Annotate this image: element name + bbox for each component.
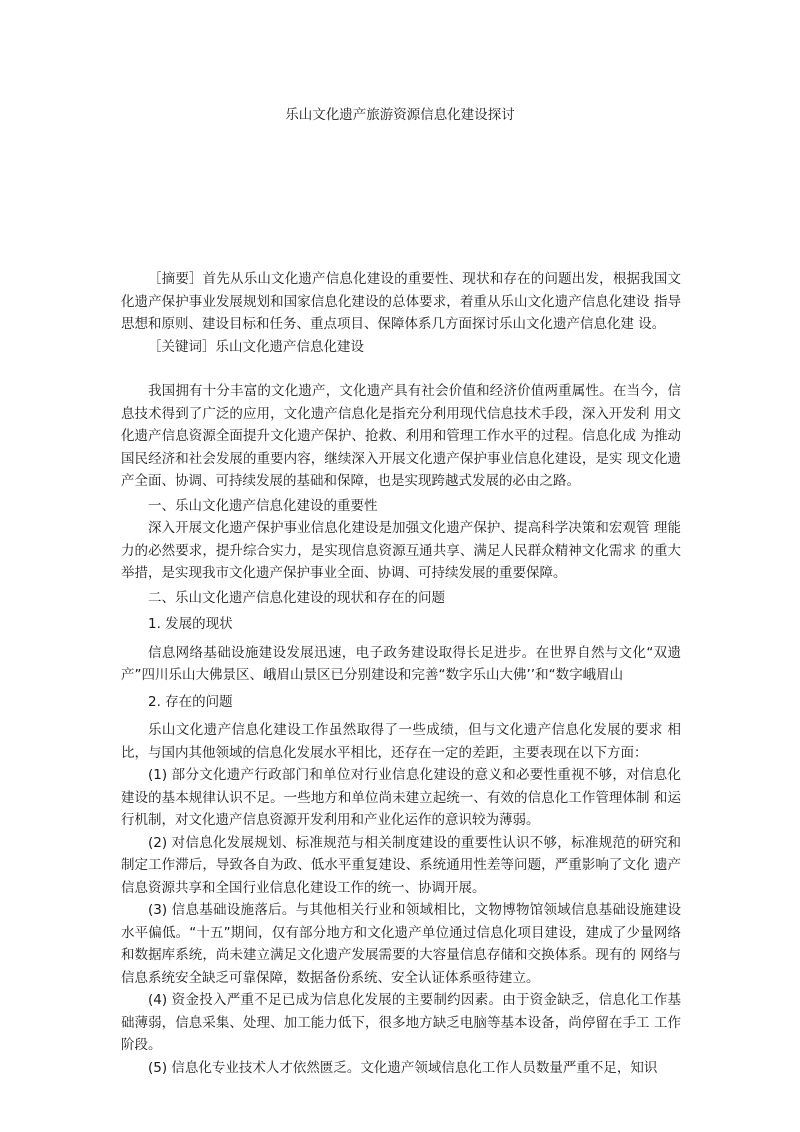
problem-5-paragraph: (5) 信息化专业技术人才依然匮乏。文化遗产领域信息化工作人员数量严重不足，知识 [148, 1059, 658, 1076]
problem-3-paragraph: (3) 信息基础设施落后。与其他相关行业和领域相比，文物博物馆领域信息基础设施建设水平偏低。“十五”期间，仅有部分地方和文化遗产单位通过信息化项目建设，建成了少量网络和数据库系统，尚未建立满足文化遗产发展需要的大容量信息存储和交换体系。现有的 网络与信息系统安全缺乏可靠保障，数据备份系统、安全认证体系亟待建立。 [121, 902, 681, 986]
section-2-heading: 二、乐山文化遗产信息化建设的现状和存在的问题 [148, 589, 445, 606]
problem-1-paragraph: (1) 部分文化遗产行政部门和单位对行业信息化建设的意义和必要性重视不够，对信息化建设的基本规律认识不足。一些地方和单位尚未建立起统一、有效的信息化工作管理体制 和运行机制，对文化遗产信息资源开发利用和产业化运作的意识较为薄弱。 [121, 767, 681, 828]
document-title: 乐山文化遗产旅游资源信息化建设探讨 [285, 107, 515, 123]
subsection-1-paragraph: 信息网络基础设施建设发展迅速，电子政务建设取得长足进步。在世界自然与文化“双遗产”四川乐山大佛景区、峨眉山景区已分别建设和完善“数字乐山大佛’’和“数字峨眉山 [121, 644, 681, 683]
subsection-1-heading: 1. 发展的现状 [148, 616, 233, 632]
document-body [121, 268, 681, 1079]
subsection-2-heading: 2. 存在的问题 [148, 693, 233, 710]
section-1-heading: 一、乐山文化遗产信息化建设的重要性 [148, 497, 378, 514]
intro-paragraph: 我国拥有十分丰富的文化遗产，文化遗产具有社会价值和经济价值两重属性。在当今，信息技术得到了广泛的应用，文化遗产信息化是指充分利用现代信息技术手段，深入开发利 用文化遗产信息资源全面提升文化遗产保护、抢救、利用和管理工作水平的过程。信息化成 为推动国民经济和社会发展的重要内容，继续深入开展文化遗产保护事业信息化建设，是实 现文化遗产全面、协调、可持续发展的基础和保障，也是实现跨越式发展的必由之路。 [121, 383, 681, 489]
problem-4-paragraph: (4) 资金投入严重不足已成为信息化发展的主要制约因素。由于资金缺乏，信息化工作基础薄弱，信息采集、处理、加工能力低下，很多地方缺乏电脑等基本设备，尚停留在手工 工作阶段。 [121, 992, 681, 1053]
subsection-2-intro: 乐山文化遗产信息化建设工作虽然取得了一些成绩，但与文化遗产信息化发展的要求 相比，与国内其他领域的信息化发展水平相比，还存在一定的差距，主要表现在以下方面： [121, 722, 681, 761]
problem-2-paragraph: (2) 对信息化发展规划、标准规范与相关制度建设的重要性认识不够，标准规范的研究和制定工作滞后，导致各自为政、低水平重复建设、系统通用性差等问题，严重影响了文化 遗产信息资源共享和全国行业信息化建设工作的统一、协调开展。 [121, 834, 681, 896]
abstract-paragraph: ［摘要］首先从乐山文化遗产信息化建设的重要性、现状和存在的问题出发，根据我国文化遗产保护事业发展规划和国家信息化建设的总体要求，着重从乐山文化遗产信息化建设 指导思想和原则、建设目标和任务、重点项目、保障体系几方面探讨乐山文化遗产信息化建 设。 [121, 271, 681, 332]
section-1-paragraph: 深入开展文化遗产保护事业信息化建设是加强文化遗产保护、提高科学决策和宏观管 理能力的必然要求，提升综合实力，是实现信息资源互通共享、满足人民群众精神文化需求 的重大举措，是实现我市文化遗产保护事业全面、协调、可持续发展的重要保障。 [121, 520, 681, 581]
keywords-paragraph: ［关键词］乐山文化遗产信息化建设 [148, 338, 364, 355]
